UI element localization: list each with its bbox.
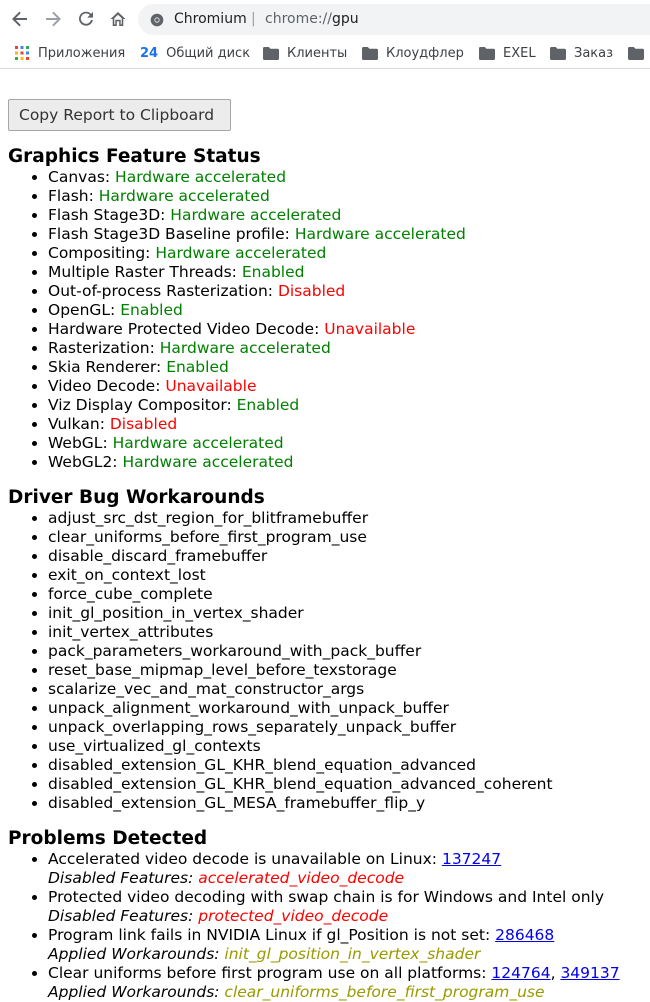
feature-status-value: Enabled [241, 263, 305, 281]
feature-status-item [48, 263, 650, 282]
feature-name: Multiple Raster Threads: [48, 263, 242, 281]
feature-status-item [48, 453, 650, 472]
workaround-item: • unpack_alignment_workaround_with_unpack_buffer [48, 699, 650, 718]
url-host: gpu [332, 11, 359, 27]
feature-status-value: Enabled [236, 396, 300, 414]
feature-status-value: Disabled [109, 415, 178, 433]
bug-link[interactable]: 124764 [491, 964, 551, 982]
address-bar[interactable] [138, 4, 650, 35]
bookmark-folder-cloudflare[interactable] [362, 44, 464, 62]
problem-item [48, 926, 650, 964]
feature-name: Viz Display Compositor: [48, 396, 237, 414]
home-button[interactable] [103, 4, 133, 34]
apps-grid-icon [14, 45, 30, 61]
problem-item [48, 964, 650, 1002]
calendar-24-icon: 24 [140, 45, 159, 61]
feature-name: Compositing: [48, 244, 156, 262]
folder-icon [362, 47, 378, 60]
workaround-item: • use_virtualized_gl_contexts [48, 737, 650, 756]
feature-status-value: Hardware accelerated [155, 244, 327, 262]
feature-status-value: Hardware accelerated [98, 187, 270, 205]
feature-name: Flash Stage3D: [48, 206, 171, 224]
section-heading-feature-status: Graphics Feature Status [8, 146, 261, 167]
feature-status-item [48, 225, 650, 244]
feature-name: OpenGL: [48, 301, 121, 319]
url-text[interactable] [265, 11, 359, 27]
feature-status-value: Hardware accelerated [112, 434, 284, 452]
bookmark-apps[interactable] [14, 44, 125, 62]
bookmark-label: Клоудфлер [386, 45, 464, 61]
feature-status-value: Hardware accelerated [294, 225, 466, 243]
problem-sub-label: Applied Workarounds: [48, 945, 225, 963]
bug-link[interactable]: 349137 [560, 964, 620, 982]
workaround-item: • exit_on_context_lost [48, 566, 650, 585]
folder-icon [479, 47, 495, 60]
feature-status-value: Hardware accelerated [170, 206, 342, 224]
workaround-list [8, 509, 650, 813]
copy-report-button[interactable]: Copy Report to Clipboard [8, 99, 231, 131]
gpu-page-content [8, 99, 650, 1002]
bug-link[interactable]: 137247 [441, 850, 502, 868]
problem-sub-label: Disabled Features: [48, 869, 199, 887]
feature-name: WebGL: [48, 434, 113, 452]
feature-status-item [48, 320, 650, 339]
feature-status-item [48, 377, 650, 396]
problem-description: Program link fails in NVIDIA Linux if gl_Position is not set: [48, 926, 496, 944]
workaround-item: • reset_base_mipmap_level_before_texstorage [48, 661, 650, 680]
reload-button[interactable] [71, 4, 101, 34]
workaround-item: • disabled_extension_GL_MESA_framebuffer_flip_y [48, 794, 650, 813]
forward-arrow-icon [44, 10, 62, 28]
forward-button[interactable] [38, 4, 68, 34]
workaround-item: • unpack_overlapping_rows_separately_unpack_buffer [48, 718, 650, 737]
bookmarks-bar [0, 38, 650, 69]
section-heading-workarounds: Driver Bug Workarounds [8, 487, 265, 508]
problem-sub-value: init_gl_position_in_vertex_shader [224, 945, 481, 963]
folder-icon [263, 47, 279, 60]
section-heading-problems: Problems Detected [8, 828, 208, 849]
feature-status-item [48, 301, 650, 320]
workaround-item: • force_cube_complete [48, 585, 650, 604]
workaround-item: • disable_discard_framebuffer [48, 547, 650, 566]
back-button[interactable] [5, 4, 35, 34]
problem-description: Clear uniforms before first program use on all platforms: [48, 964, 492, 982]
feature-status-value: Hardware accelerated [159, 339, 331, 357]
feature-status-value: Enabled [166, 358, 229, 376]
bookmark-folder-clients[interactable] [263, 44, 347, 62]
feature-name: Skia Renderer: [48, 358, 167, 376]
back-arrow-icon [11, 10, 29, 28]
reload-icon [77, 10, 95, 28]
site-name: Chromium [174, 11, 247, 27]
bug-link[interactable]: 286468 [495, 926, 555, 944]
feature-status-item [48, 434, 650, 453]
feature-status-value: Hardware accelerated [115, 168, 287, 186]
feature-name: Flash: [48, 187, 99, 205]
problem-description: Protected video decoding with swap chain is for Windows and Intel only [48, 888, 604, 906]
workaround-item: • disabled_extension_GL_KHR_blend_equation_advanced [48, 756, 650, 775]
problems-list [8, 850, 650, 1002]
problem-item [48, 888, 650, 926]
feature-status-value: Unavailable [324, 320, 416, 338]
feature-status-list [8, 168, 650, 472]
feature-status-item [48, 244, 650, 263]
folder-icon [550, 47, 566, 60]
workaround-item: • adjust_src_dst_region_for_blitframebuffer [48, 509, 650, 528]
workaround-item: • clear_uniforms_before_first_program_use [48, 528, 650, 547]
problem-sub-value: clear_uniforms_before_first_program_use [224, 983, 545, 1001]
feature-status-value: Disabled [277, 282, 346, 300]
bookmark-label: Клиенты [287, 45, 348, 61]
feature-status-item [48, 282, 650, 301]
workaround-item: • init_vertex_attributes [48, 623, 650, 642]
feature-status-value: Hardware accelerated [122, 453, 294, 471]
home-icon [109, 10, 127, 28]
url-scheme: chrome:// [265, 11, 332, 27]
workaround-item: • disabled_extension_GL_KHR_blend_equation_advanced_coherent [48, 775, 650, 794]
problem-sub-value: accelerated_video_decode [198, 869, 405, 887]
address-separator: | [251, 11, 256, 27]
bookmark-shared-drive[interactable] [140, 44, 250, 62]
feature-status-item [48, 187, 650, 206]
bookmark-folder-order[interactable] [550, 44, 613, 62]
chromium-page-icon [150, 12, 164, 31]
feature-name: Hardware Protected Video Decode: [48, 320, 325, 338]
feature-status-value: Unavailable [165, 377, 257, 395]
problem-sub-label: Applied Workarounds: [48, 983, 225, 1001]
feature-status-item [48, 396, 650, 415]
bookmark-label: EXEL [503, 45, 536, 61]
feature-name: Out-of-process Rasterization: [48, 282, 278, 300]
bookmark-folder-overflow[interactable] [628, 44, 650, 62]
feature-status-value: Enabled [120, 301, 183, 319]
bookmark-label: Заказ [574, 45, 614, 61]
feature-status-item [48, 168, 650, 187]
feature-name: WebGL2: [48, 453, 123, 471]
feature-name: Canvas: [48, 168, 116, 186]
folder-icon [628, 47, 644, 60]
problem-sub-label: Disabled Features: [48, 907, 199, 925]
bookmark-label: Приложения [38, 45, 126, 61]
problem-description: Accelerated video decode is unavailable on Linux: [48, 850, 442, 868]
feature-name: Vulkan: [48, 415, 110, 433]
workaround-item: • pack_parameters_workaround_with_pack_buffer [48, 642, 650, 661]
workaround-item: • scalarize_vec_and_mat_constructor_args [48, 680, 650, 699]
browser-toolbar [0, 0, 650, 38]
bookmark-label: Общий диск [166, 45, 251, 61]
bookmark-folder-exel[interactable] [479, 44, 536, 62]
feature-name: Rasterization: [48, 339, 160, 357]
link-separator: , [550, 964, 561, 982]
feature-name: Flash Stage3D Baseline profile: [48, 225, 295, 243]
feature-status-item [48, 415, 650, 434]
feature-name: Video Decode: [48, 377, 166, 395]
problem-sub-value: protected_video_decode [198, 907, 389, 925]
feature-status-item [48, 206, 650, 225]
feature-status-item [48, 358, 650, 377]
workaround-item: • init_gl_position_in_vertex_shader [48, 604, 650, 623]
feature-status-item [48, 339, 650, 358]
problem-item [48, 850, 650, 888]
